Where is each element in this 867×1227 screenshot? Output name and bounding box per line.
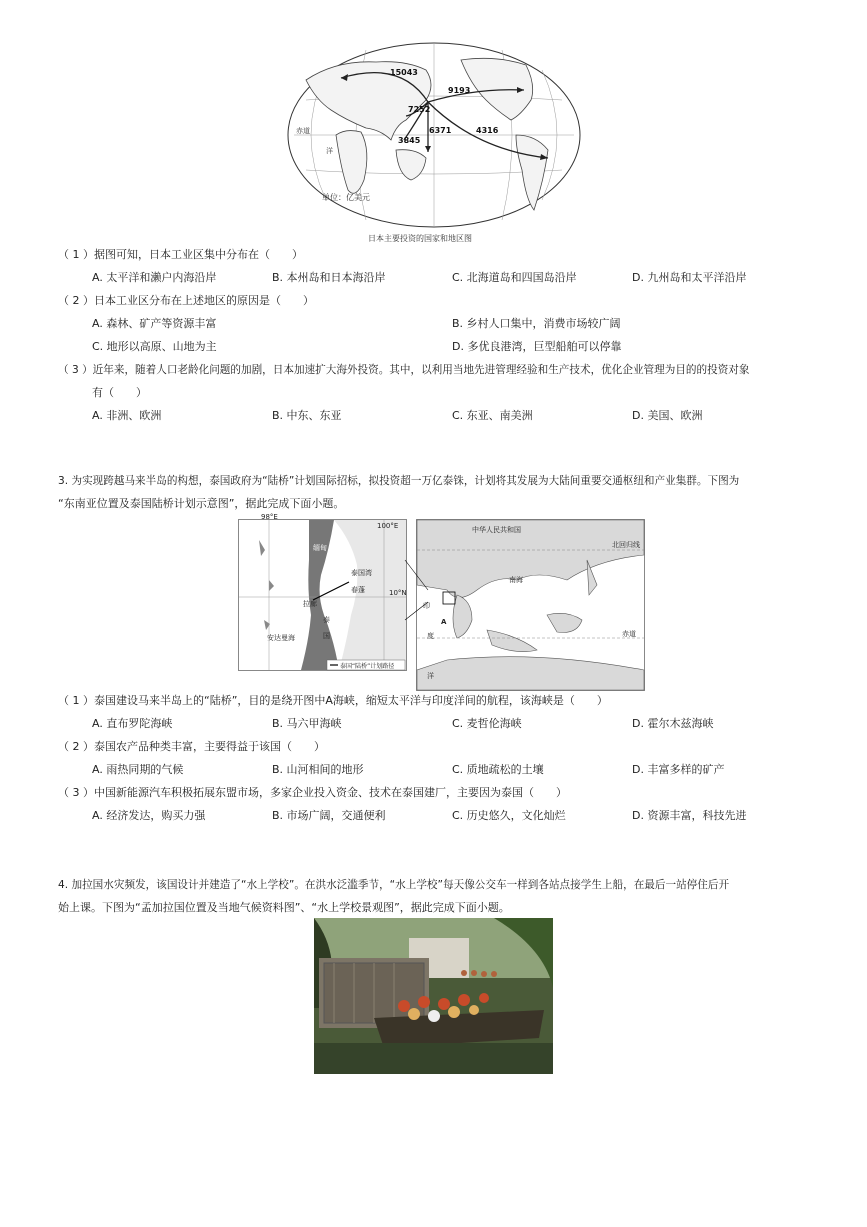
label-ranong: 拉廊 <box>303 600 317 608</box>
label-andaman: 安达曼海 <box>267 634 295 642</box>
q3-sub1-stem: （ 1 ）泰国建设马来半岛上的“陆桥”，目的是绕开图中A海峡，缩短太平洋与印度洋间的航程，该海峡是（ ） <box>58 694 608 707</box>
q3-sub3-option-c[interactable]: C. 历史悠久，文化灿烂 <box>452 809 566 822</box>
q2-sub2-stem: （ 2 ）日本工业区分布在上述地区的原因是（ ） <box>58 294 314 307</box>
lon-label-2: 100°E <box>377 522 399 530</box>
japan-investment-map <box>286 40 582 230</box>
q4-intro-line1: 4. 加拉国水灾频发，该国设计并建造了“水上学校”。在洪水泛滥季节，“水上学校”每天像公交车一样到各站点接学生上船，在最后一站停住后开 <box>58 879 730 891</box>
q2-sub1-stem: （ 1 ）据图可知，日本工业区集中分布在（ ） <box>58 248 303 261</box>
q3-sub2-option-b[interactable]: B. 山河相间的地形 <box>272 763 364 776</box>
label-myanmar: 缅甸 <box>313 544 327 552</box>
q2-sub3-option-b[interactable]: B. 中东、东亚 <box>272 409 342 422</box>
label-south-china-sea: 南海 <box>509 576 523 584</box>
label-equator: 赤道 <box>622 630 636 638</box>
q2-sub1-option-d[interactable]: D. 九州岛和太平洋沿岸 <box>632 271 747 284</box>
q3-sub1-option-c[interactable]: C. 麦哲伦海峡 <box>452 717 522 730</box>
label-prc: 中华人民共和国 <box>472 526 521 534</box>
q3-sub1-option-b[interactable]: B. 马六甲海峡 <box>272 717 342 730</box>
map-value-4: 6371 <box>429 126 452 135</box>
q3-sub3-option-d[interactable]: D. 资源丰富，科技先进 <box>632 809 747 822</box>
q2-sub3-stem-line1: （ 3 ）近年来，随着人口老龄化问题的加剧，日本加速扩大海外投资。其中，以利用当地先进管理经验和生产技术，优化企业管理为目的的投资对象 <box>58 364 750 376</box>
q3-sub2-stem: （ 2 ）泰国农产品种类丰富，主要得益于该国（ ） <box>58 740 325 753</box>
q3-sub3-stem: （ 3 ）中国新能源汽车积极拓展东盟市场，多家企业投入资金、技术在泰国建厂，主要因为泰国（ ） <box>58 786 567 799</box>
q2-sub1-option-a[interactable]: A. 太平洋和濑户内海沿岸 <box>92 271 217 284</box>
label-yang: 洋 <box>427 672 434 680</box>
label-tropic: 北回归线 <box>612 541 640 549</box>
q2-sub3-option-c[interactable]: C. 东亚、南美洲 <box>452 409 533 422</box>
map-value-2: 9193 <box>448 86 471 95</box>
q3-sub3-option-a[interactable]: A. 经济发达，购买力强 <box>92 809 206 822</box>
q2-sub1-option-c[interactable]: C. 北海道岛和四国岛沿岸 <box>452 271 577 284</box>
legend-landbridge: 泰国“陆桥”计划路径 <box>340 663 395 670</box>
floating-school-photo <box>314 918 553 1074</box>
map-ocean-label-1: 赤道 <box>296 127 310 135</box>
map-value-1: 15043 <box>390 68 418 77</box>
q3-intro-line2: “东南亚位置及泰国陆桥计划示意图”，据此完成下面小题。 <box>58 497 345 510</box>
q3-sub2-option-a[interactable]: A. 雨热同期的气候 <box>92 763 184 776</box>
q3-intro-line1: 3. 为实现跨越马来半岛的构想，泰国政府为“陆桥”计划国际招标，拟投资超一万亿泰铢，计划将其发展为大陆间重要交通枢纽和产业集群。下图为 <box>58 475 740 487</box>
q2-sub3-option-a[interactable]: A. 非洲、欧洲 <box>92 409 162 422</box>
q3-sub2-option-c[interactable]: C. 质地疏松的土壤 <box>452 763 544 776</box>
map-ocean-label-2: 洋 <box>326 147 333 155</box>
label-du: 度 <box>427 632 434 640</box>
q3-sub2-option-d[interactable]: D. 丰富多样的矿产 <box>632 763 725 776</box>
map-value-6: 3845 <box>398 136 421 145</box>
label-guo: 国 <box>323 632 330 640</box>
q4-intro-line2: 始上课。下图为“孟加拉国位置及当地气候资料图”、“水上学校景观图”，据此完成下面小题。 <box>58 901 510 914</box>
q3-sub1-option-d[interactable]: D. 霍尔木兹海峡 <box>632 717 714 730</box>
q2-sub2-option-a[interactable]: A. 森林、矿产等资源丰富 <box>92 317 217 330</box>
map-value-5: 4316 <box>476 126 499 135</box>
map-value-3: 7252 <box>408 105 431 114</box>
map-unit-label: 单位：亿美元 <box>322 193 370 202</box>
q2-sub2-option-c[interactable]: C. 地形以高原、山地为主 <box>92 340 217 353</box>
q3-sub1-option-a[interactable]: A. 直布罗陀海峡 <box>92 717 173 730</box>
q2-sub3-option-d[interactable]: D. 美国、欧洲 <box>632 409 703 422</box>
label-chumphon: 春蓬 <box>351 586 365 594</box>
map-caption: 日本主要投资的国家和地区图 <box>368 234 472 243</box>
q3-sub3-option-b[interactable]: B. 市场广阔，交通便利 <box>272 809 386 822</box>
q2-sub1-option-b[interactable]: B. 本州岛和日本海沿岸 <box>272 271 386 284</box>
q2-sub3-stem-line2: 有（ ） <box>92 386 147 399</box>
lat-label: 10°N <box>389 589 407 597</box>
lon-label-1: 98°E <box>261 513 278 521</box>
inset-connector <box>400 560 430 620</box>
southeast-asia-map <box>416 519 645 691</box>
label-strait-a: A <box>441 618 447 626</box>
label-tai: 泰 <box>323 616 330 624</box>
thailand-landbridge-map <box>238 513 407 671</box>
label-gulf-thailand: 泰国湾 <box>351 569 372 577</box>
q2-sub2-option-b[interactable]: B. 乡村人口集中，消费市场较广阔 <box>452 317 621 330</box>
label-yin: 印 <box>423 602 430 610</box>
q2-sub2-option-d[interactable]: D. 多优良港湾，巨型船舶可以停靠 <box>452 340 622 353</box>
